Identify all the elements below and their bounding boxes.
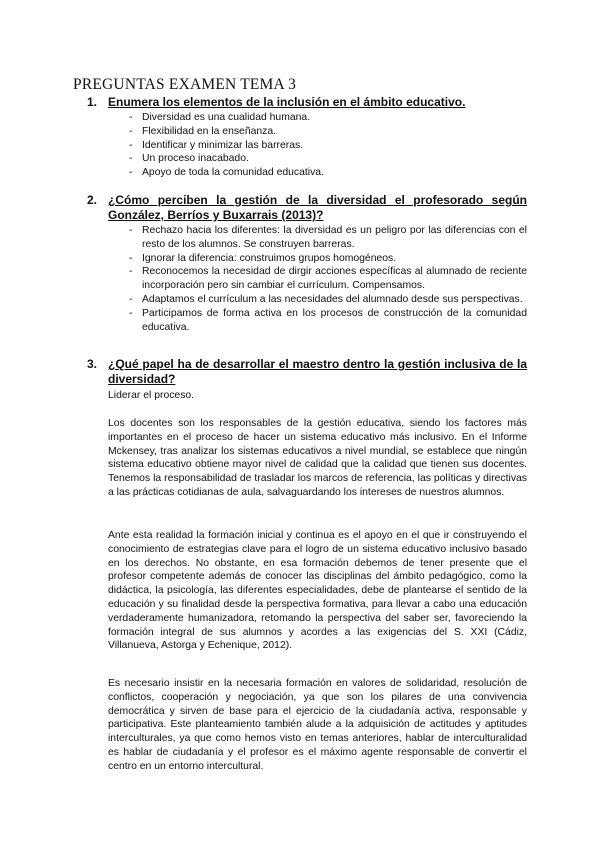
question-3 bbox=[89, 357, 527, 387]
list-item: - Apoyo de toda la comunidad educativa. bbox=[89, 166, 527, 180]
answer-paragraph: Ante esta realidad la formación inicial y continua es el apoyo en el que ir construyendo el conocimiento de estrategias clave para el logro de un sistema educativo inclusivo basado en los derechos. No obstante, en esa formación debemos de tener presente que el profesor competente además de conocer las disciplinas del ámbito pedagógico, como la didáctica, la psicología, las diferentes especialidades, debe de plantearse el sentido de la educación y su finalidad desde la perspectiva formativa, para llevar a cabo una educación verdaderamente humanizadora, retomando la perspectiva del saber ser, favoreciendo la formación integral de sus alumnos y acordes a las exigencias del S. XXI (Cádiz, Villanueva, Astorga y Echenique, 2012). bbox=[108, 530, 527, 652]
question-heading bbox=[89, 357, 527, 387]
answer-list bbox=[89, 224, 527, 334]
question-text: ¿Qué papel ha de desarrollar el maestro dentro la gestión inclusiva de la diversidad? bbox=[108, 357, 527, 386]
question-1 bbox=[89, 95, 527, 180]
page-title: PREGUNTAS EXAMEN TEMA 3 bbox=[73, 76, 297, 93]
question-number: 2. bbox=[87, 193, 98, 207]
question-text: Enumera los elementos de la inclusión en el ámbito educativo. bbox=[108, 95, 466, 109]
question-heading bbox=[89, 95, 527, 110]
question-text: ¿Cómo perciben la gestión de la diversidad el profesorado según González, Berríos y Buxarrais (2013)? bbox=[108, 193, 527, 222]
list-item: - Participamos de forma activa en los procesos de construcción de la comunidad educativa. bbox=[89, 307, 527, 335]
answer-paragraph: Los docentes son los responsables de la gestión educativa, siendo los factores más importantes en el proceso de hacer un sistema educativo más inclusivo. En el Informe Mckensey, tras analizar los sistemas educativos a nivel mundial, se establece que ningún sistema educativo obtiene mayor nivel de calidad que la calidad que tienen sus docentes. Tenemos la responsabilidad de trasladar los marcos de referencia, las políticas y directivas a las prácticas cotidianas de aula, salvaguardando los intereses de nuestros alumnos. bbox=[108, 418, 527, 498]
list-item: - Reconocemos la necesidad de dirgir acciones específicas al alumnado de reciente incorporación pero sin cambiar el currículum. Compensamos. bbox=[89, 265, 527, 293]
answer-list bbox=[89, 111, 527, 180]
answer-paragraph: Liderar el proceso. bbox=[108, 390, 195, 401]
list-item: - Identificar y minimizar las barreras. bbox=[89, 139, 527, 153]
list-item: - Flexibilidad en la enseñanza. bbox=[89, 125, 527, 139]
question-heading bbox=[89, 193, 527, 223]
list-item: - Diversidad es una cualidad humana. bbox=[89, 111, 527, 125]
question-2 bbox=[89, 193, 527, 334]
list-item: - Ignorar la diferencia: construimos grupos homogéneos. bbox=[89, 252, 527, 266]
question-number: 1. bbox=[87, 95, 98, 109]
answer-paragraph: Es necesario insistir en la necesaria formación en valores de solidaridad, resolución de conflictos, cooperación y negociación, ya que son los pilares de una convivencia democrática y sirven de base para el ejercicio de la ciudadanía activa, responsable y participativa. Este planteamiento también alude a la adquisición de actitudes y aptitudes interculturales, ya que como hemos visto en temas anteriores, hablar de interculturalidad es hablar de ciudadanía y el profesor es el máximo agente responsable de convertir el centro en un entorno intercultural. bbox=[108, 678, 527, 772]
list-item: - Un proceso inacabado. bbox=[89, 152, 527, 166]
list-item: - Adaptamos el currículum a las necesidades del alumnado desde sus perspectivas. bbox=[89, 293, 527, 307]
list-item: - Rechazo hacia los diferentes: la diversidad es un peligro por las diferencias con el resto de los alumnos. Se construyen barreras. bbox=[89, 224, 527, 252]
question-number: 3. bbox=[87, 357, 98, 371]
